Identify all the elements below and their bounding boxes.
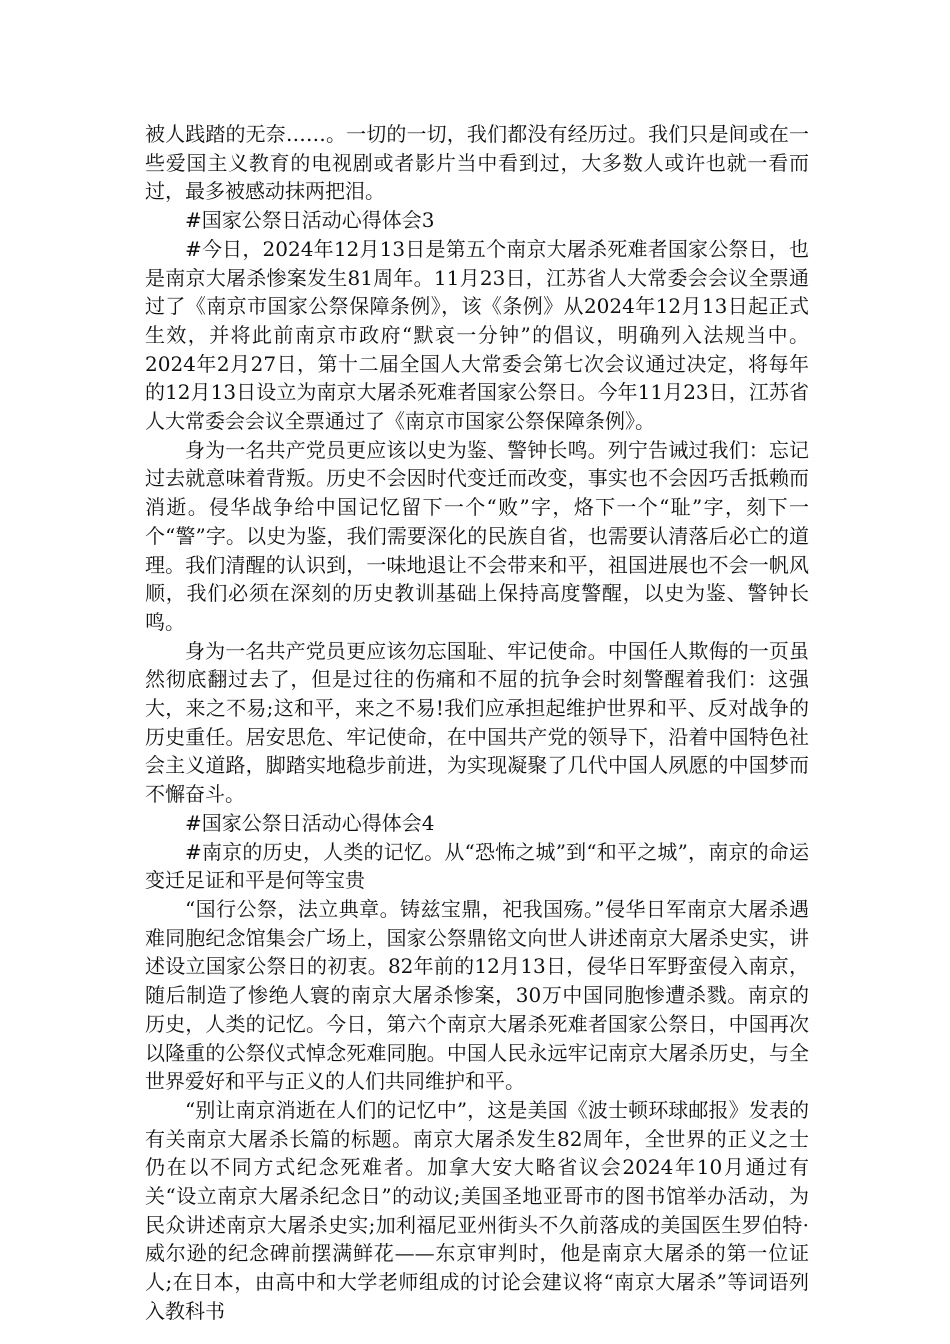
paragraph: “国行公祭，法立典章。铸兹宝鼎，祀我国殇。”侵华日军南京大屠杀遇难同胞纪念馆集会广场上，国家公祭鼎铭文向世人讲述南京大屠杀史实，讲述设立国家公祭日的初衷。82年前的12月13日，侵华日军野蛮侵入南京，随后制造了惨绝人寰的南京大屠杀惨案，30万中国同胞惨遭杀戮。南京的历史，人类的记忆。今日，第六个南京大屠杀死难者国家公祭日，中国再次以隆重的公祭仪式悼念死难同胞。中国人民永远牢记南京大屠杀历史，与全世界爱好和平与正义的人们共同维护和平。 [145,896,809,1094]
section-heading-4: #国家公祭日活动心得体会4 [185,810,435,835]
paragraph: #今日，2024年12月13日是第五个南京大屠杀死难者国家公祭日，也是南京大屠杀惨案发生81周年。11月23日，江苏省人大常委会会议全票通过了《南京市国家公祭保障条例》，该《条例》从2024年12月13日起正式生效，并将此前南京市政府“默哀一分钟”的倡议，明确列入法规当中。2024年2月27日，第十二届全国人大常委会第七次会议通过决定，将每年的12月13日设立为南京大屠杀死难者国家公祭日。今年11月23日，江苏省人大常委会会议全票通过了《南京市国家公祭保障条例》。 [145,236,809,434]
section-heading-3: #国家公祭日活动心得体会3 [185,208,435,233]
paragraph-intro: 被人践踏的无奈……。一切的一切，我们都没有经历过。我们只是间或在一些爱国主义教育的电视剧或者影片当中看到过，大多数人或许也就一看而过，最多被感动抹两把泪。 [145,122,809,204]
paragraph: #南京的历史，人类的记忆。从“恐怖之城”到“和平之城”，南京的命运变迁足证和平是何等宝贵 [145,839,809,893]
paragraph: 身为一名共产党员更应该以史为鉴、警钟长鸣。列宁告诫过我们：忘记过去就意味着背叛。历史不会因时代变迁而改变，事实也不会因巧舌抵赖而消逝。侵华战争给中国记忆留下一个“败”字，烙下一个“耻”字，刻下一个“警”字。以史为鉴，我们需要深化的民族自省，也需要认清落后必亡的道理。我们清醒的认识到，一味地退让不会带来和平，祖国进展也不会一帆风顺，我们必须在深刻的历史教训基础上保持高度警醒，以史为鉴、警钟长鸣。 [145,437,809,634]
document-body [145,120,809,1326]
paragraph: “别让南京消逝在人们的记忆中”，这是美国《波士顿环球邮报》发表的有关南京大屠杀长篇的标题。南京大屠杀发生82周年，全世界的正义之士仍在以不同方式纪念死难者。加拿大安大略省议会2024年10月通过有关“设立南京大屠杀纪念日”的动议;美国圣地亚哥市的图书馆举办活动，为民众讲述南京大屠杀史实;加利福尼亚州街头不久前落成的美国医生罗伯特·威尔逊的纪念碑前摆满鲜花——东京审判时，他是南京大屠杀的第一位证人;在日本，由高中和大学老师组成的讨论会建议将“南京大屠杀”等词语列入教科书 [145,1097,809,1323]
paragraph: 身为一名共产党员更应该勿忘国耻、牢记使命。中国任人欺侮的一页虽然彻底翻过去了，但是过往的伤痛和不屈的抗争会时刻警醒着我们：这强大，来之不易;这和平，来之不易!我们应承担起维护世界和平、反对战争的历史重任。居安思危、牢记使命，在中国共产党的领导下，沿着中国特色社会主义道路，脚踏实地稳步前进，为实现凝聚了几代中国人夙愿的中国梦而不懈奋斗。 [145,638,809,807]
